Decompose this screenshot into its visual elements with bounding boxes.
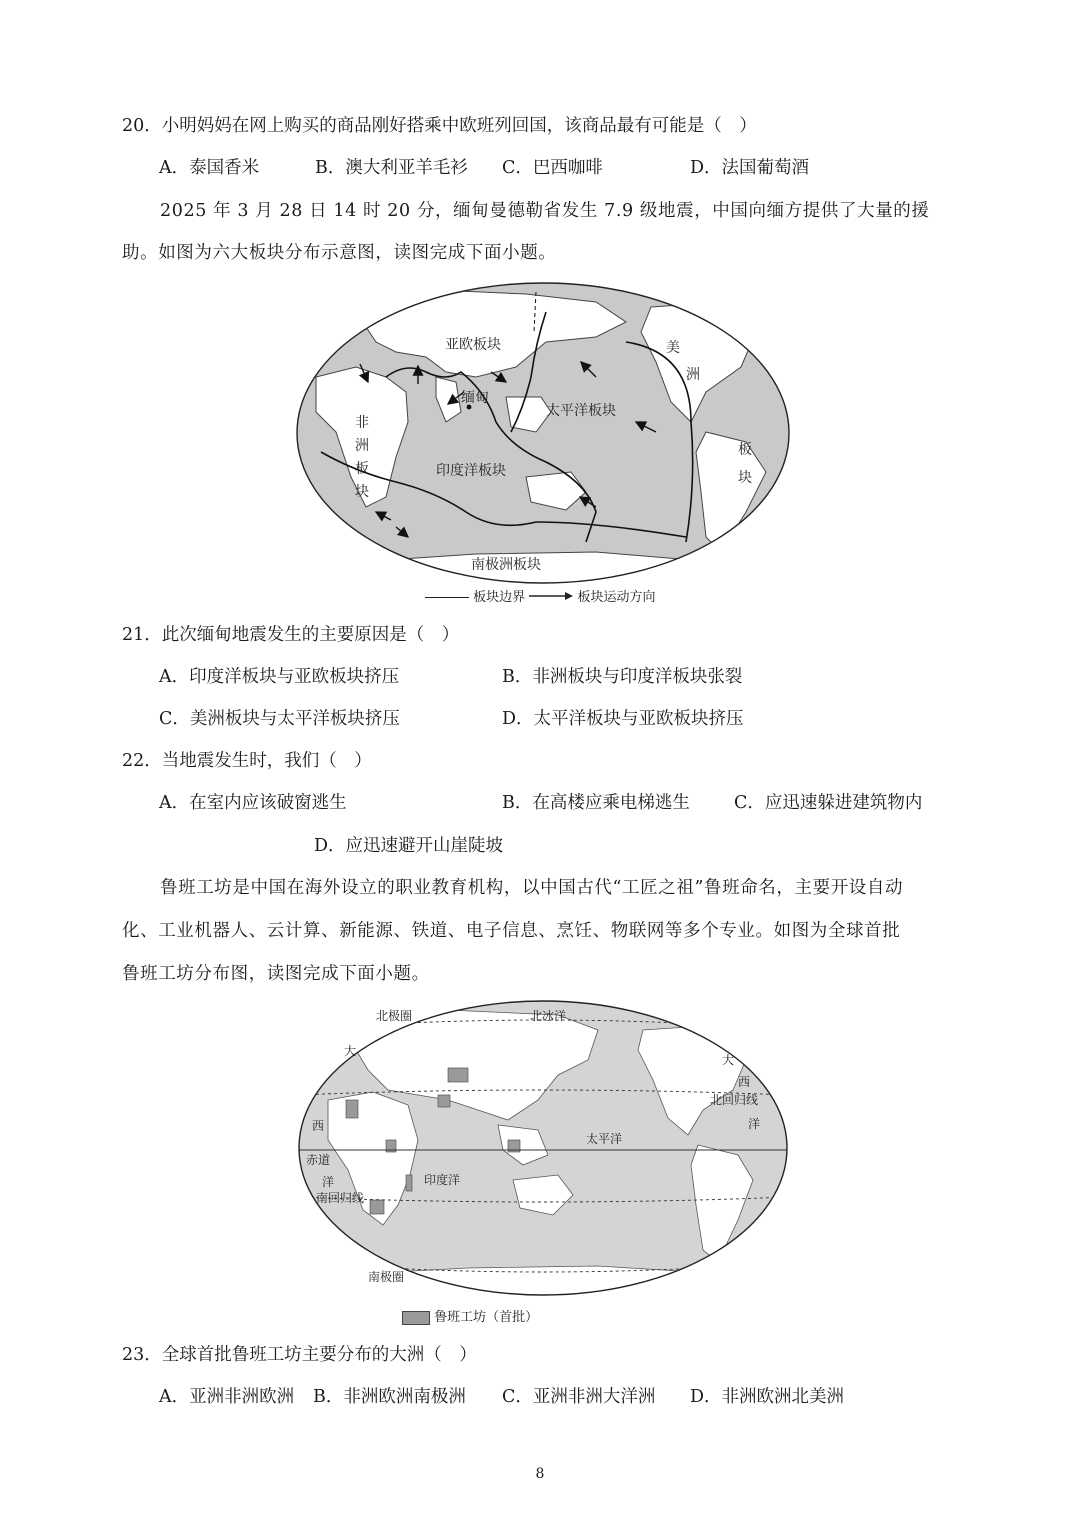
african-plate-char-4: 块 — [355, 484, 369, 500]
q21-option-d: D．太平洋板块与亚欧板块挤压 — [502, 709, 744, 729]
passage2-line1: 鲁班工坊是中国在海外设立的职业教育机构，以中国古代“工匠之祖”鲁班命名，主要开设自动 — [160, 878, 904, 898]
q20-option-a: A．泰国香米 — [159, 158, 260, 178]
indian-ocean-label: 印度洋 — [424, 1173, 461, 1187]
american-plate-char-4: 块 — [738, 470, 752, 486]
q23-stem: 23．全球首批鲁班工坊主要分布的大洲（ ） — [122, 1345, 477, 1365]
arctic-ocean-label: 北冰洋 — [530, 1009, 567, 1023]
indian-plate-label: 印度洋板块 — [436, 463, 506, 479]
q20-option-c: C．巴西咖啡 — [502, 158, 603, 178]
q21-option-b: B．非洲板块与印度洋板块张裂 — [502, 667, 743, 687]
eurasian-plate-label: 亚欧板块 — [445, 337, 501, 353]
q20-stem: 20．小明妈妈在网上购买的商品刚好搭乘中欧班列回国，该商品最有可能是（ ） — [122, 116, 757, 136]
atlantic-right-char-2: 西 — [738, 1075, 751, 1089]
passage2-line2: 化、工业机器人、云计算、新能源、铁道、电子信息、烹饪、物联网等多个专业。如图为全球首批 — [122, 921, 901, 941]
arctic-circle-label: 北极圈 — [376, 1009, 413, 1023]
african-plate-char-1: 非 — [355, 415, 369, 431]
passage2-line3: 鲁班工坊分布图，读图完成下面小题。 — [122, 964, 430, 984]
q22-stem: 22．当地震发生时，我们（ ） — [122, 751, 372, 771]
q22-option-d: D．应迅速避开山崖陡坡 — [314, 836, 504, 856]
q23-option-d: D．非洲欧洲北美洲 — [690, 1387, 845, 1407]
luban-legend — [402, 1306, 538, 1325]
myanmar-label: 缅甸 — [461, 390, 489, 406]
q21-option-a: A．印度洋板块与亚欧板块挤压 — [159, 667, 400, 687]
african-plate-char-2: 洲 — [355, 438, 369, 454]
african-plate-char-3: 板 — [355, 461, 369, 477]
legend-boundary: 板块边界 — [473, 590, 526, 605]
q21-option-c: C．美洲板块与太平洋板块挤压 — [159, 709, 400, 729]
passage1-line1: 2025 年 3 月 28 日 14 时 20 分，缅甸曼德勒省发生 7.9 级地震，中国向缅方提供了大量的援 — [160, 201, 930, 221]
american-plate-char-3: 板 — [738, 442, 752, 458]
atlantic-left-char-2: 西 — [312, 1119, 325, 1133]
passage1-line2: 助。如图为六大板块分布示意图，读图完成下面小题。 — [122, 243, 557, 263]
q22-option-a: A．在室内应该破窗逃生 — [159, 793, 347, 813]
atlantic-left-char-3: 洋 — [322, 1175, 335, 1189]
american-plate-char-1: 美 — [666, 340, 680, 356]
plates-legend — [425, 586, 655, 605]
q23-option-c: C．亚洲非洲大洋洲 — [502, 1387, 656, 1407]
plates-map — [296, 282, 790, 584]
pacific-ocean-label: 太平洋 — [586, 1132, 623, 1146]
direction-arrow-icon — [529, 590, 573, 605]
legend-luban: 鲁班工坊（首批） — [434, 1310, 539, 1325]
page-number: 8 — [535, 1466, 545, 1482]
luban-workshop-map — [298, 1000, 788, 1296]
antarctic-circle-label: 南极圈 — [368, 1270, 405, 1284]
q21-stem: 21．此次缅甸地震发生的主要原因是（ ） — [122, 625, 460, 645]
atlantic-right-char-1: 大 — [722, 1053, 735, 1067]
q22-option-b: B．在高楼应乘电梯逃生 — [502, 793, 690, 813]
pacific-plate-label: 太平洋板块 — [546, 403, 616, 419]
american-plate-char-2: 洲 — [686, 367, 700, 383]
atlantic-right-char-3: 洋 — [748, 1117, 761, 1131]
equator-label: 赤道 — [306, 1153, 331, 1167]
q23-option-a: A．亚洲非洲欧洲 — [159, 1387, 295, 1407]
q22-option-c: C．应迅速躲进建筑物内 — [734, 793, 923, 813]
antarctic-plate-label: 南极洲板块 — [471, 557, 541, 573]
q23-option-b: B．非洲欧洲南极洲 — [313, 1387, 466, 1407]
legend-direction: 板块运动方向 — [577, 590, 656, 605]
q20-option-b: B．澳大利亚羊毛衫 — [315, 158, 468, 178]
luban-swatch-icon — [402, 1311, 430, 1325]
tropic-capricorn-label: 南回归线 — [316, 1191, 365, 1205]
atlantic-left-char-1: 大 — [344, 1044, 357, 1058]
q20-option-d: D．法国葡萄酒 — [690, 158, 810, 178]
boundary-line-icon — [425, 597, 469, 598]
tropic-cancer-label: 北回归线 — [710, 1093, 759, 1107]
